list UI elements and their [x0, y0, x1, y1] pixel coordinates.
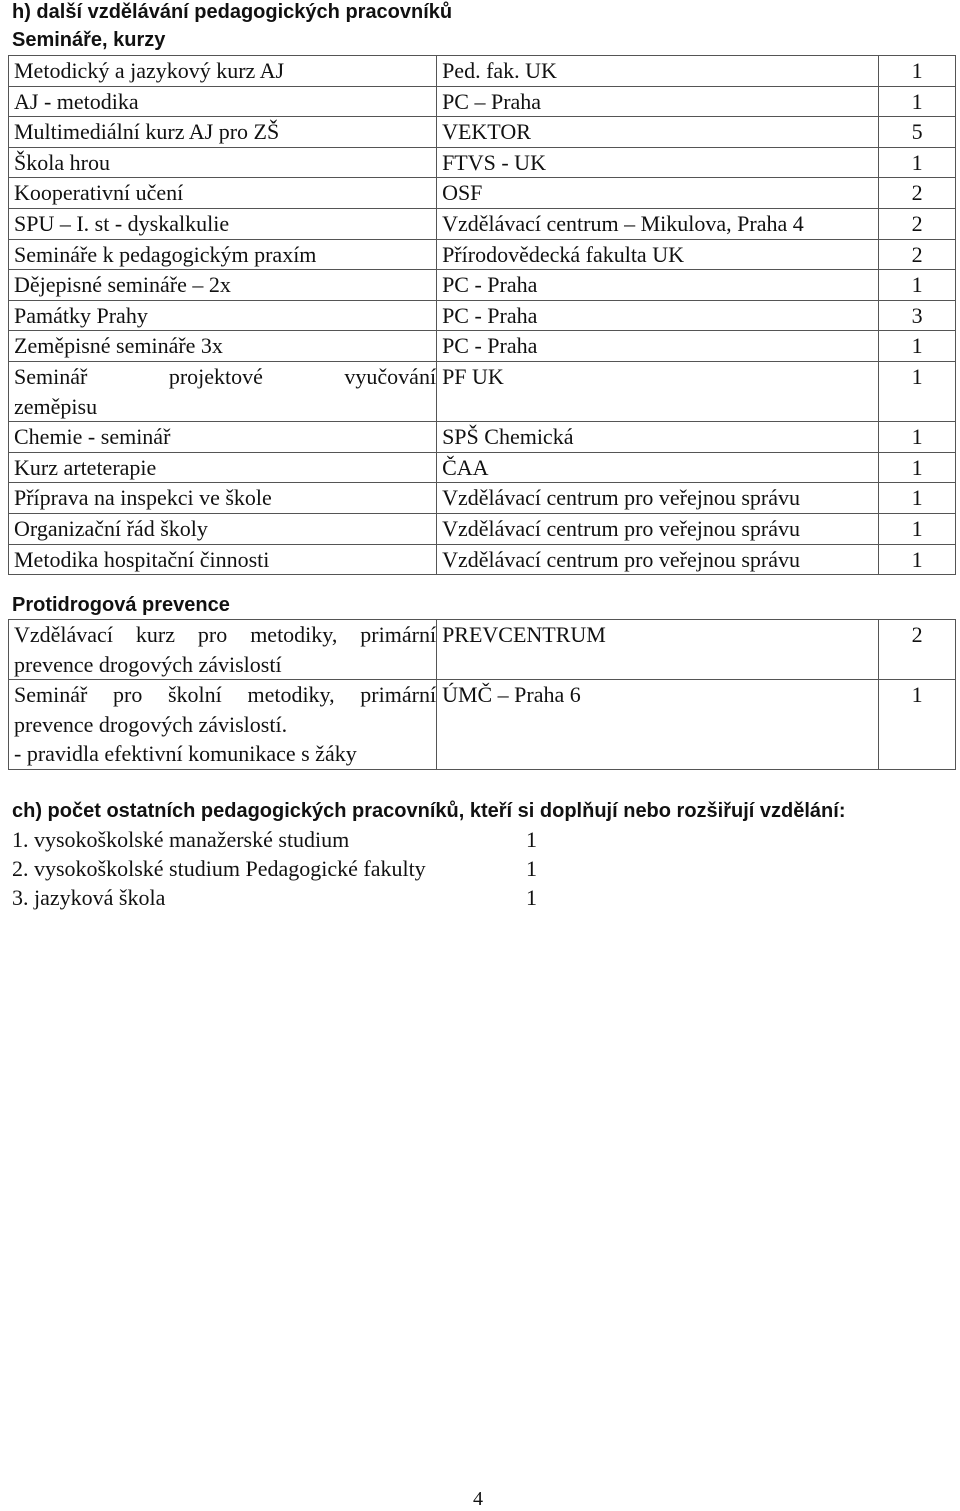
- seminar-name-line2: zeměpisu: [14, 393, 98, 419]
- table-row: [9, 331, 956, 362]
- seminar-provider: ČAA: [437, 452, 879, 483]
- table-row: [9, 620, 956, 680]
- study-count: 1: [526, 885, 537, 910]
- subheading-seminars: Semináře, kurzy: [12, 29, 166, 51]
- table-row: [9, 422, 956, 453]
- seminar-name: Dějepisné semináře – 2x: [9, 270, 437, 301]
- seminar-count: 1: [879, 544, 956, 575]
- study-count: 1: [526, 856, 537, 881]
- prevention-name-line2: - pravidla efektivní komunikace s žáky: [14, 741, 357, 767]
- seminar-name: Škola hrou: [9, 147, 437, 178]
- table-row: [9, 56, 956, 87]
- prevention-provider: ÚMČ – Praha 6: [437, 680, 879, 770]
- seminar-count: 1: [879, 361, 956, 421]
- seminar-name: Chemie - seminář: [9, 422, 437, 453]
- seminar-count: 1: [879, 270, 956, 301]
- prevention-count: 1: [879, 680, 956, 770]
- seminar-count: 2: [879, 239, 956, 270]
- seminar-provider: Vzdělávací centrum pro veřejnou správu: [437, 544, 879, 575]
- seminar-count: 2: [879, 178, 956, 209]
- table-row: [9, 300, 956, 331]
- seminar-count: 1: [879, 147, 956, 178]
- seminar-provider: PC – Praha: [437, 86, 879, 117]
- table-row: [9, 178, 956, 209]
- list-item: [12, 883, 537, 912]
- prevention-name-line1: Seminář pro školní metodiky, primární prevence drogových závislostí.: [14, 682, 437, 737]
- seminar-name: Metodický a jazykový kurz AJ: [9, 56, 437, 87]
- seminar-count: 1: [879, 56, 956, 87]
- prevention-name: [9, 680, 437, 770]
- study-label: 3. jazyková škola: [12, 885, 166, 910]
- seminars-table: [8, 55, 956, 575]
- seminar-name: Zeměpisné semináře 3x: [9, 331, 437, 362]
- table-row: [9, 452, 956, 483]
- table-row: [9, 680, 956, 770]
- seminar-count: 1: [879, 513, 956, 544]
- prevention-name: Vzdělávací kurz pro metodiky, primární prevence drogových závislostí: [9, 620, 437, 680]
- seminar-name: [9, 361, 437, 421]
- seminar-count: 1: [879, 452, 956, 483]
- seminar-count: 1: [879, 422, 956, 453]
- seminar-provider: Ped. fak. UK: [437, 56, 879, 87]
- list-item: [12, 825, 537, 854]
- seminar-provider: PC - Praha: [437, 331, 879, 362]
- seminar-count: 1: [879, 331, 956, 362]
- prevention-count: 2: [879, 620, 956, 680]
- seminar-name: Multimediální kurz AJ pro ZŠ: [9, 117, 437, 148]
- seminar-provider: OSF: [437, 178, 879, 209]
- seminar-provider: PF UK: [437, 361, 879, 421]
- seminar-name: Kurz arteterapie: [9, 452, 437, 483]
- studies-list: [12, 825, 537, 912]
- table-row: [9, 117, 956, 148]
- seminar-name: Kooperativní učení: [9, 178, 437, 209]
- table-row: [9, 544, 956, 575]
- table-row: [9, 147, 956, 178]
- seminar-provider: Vzdělávací centrum pro veřejnou správu: [437, 513, 879, 544]
- study-label: 1. vysokoškolské manažerské studium: [12, 827, 350, 852]
- seminar-name-line1: Seminář projektové vyučování: [14, 363, 437, 389]
- table-row: [9, 208, 956, 239]
- seminar-count: 2: [879, 208, 956, 239]
- seminar-provider: SPŠ Chemická: [437, 422, 879, 453]
- seminar-provider: Vzdělávací centrum – Mikulova, Praha 4: [437, 208, 879, 239]
- seminar-count: 5: [879, 117, 956, 148]
- prevention-provider: PREVCENTRUM: [437, 620, 879, 680]
- table-row: [9, 513, 956, 544]
- page-number: 4: [473, 1488, 483, 1510]
- seminar-provider: Vzdělávací centrum pro veřejnou správu: [437, 483, 879, 514]
- study-count: 1: [526, 827, 537, 852]
- seminar-provider: Přírodovědecká fakulta UK: [437, 239, 879, 270]
- seminar-name: Semináře k pedagogickým praxím: [9, 239, 437, 270]
- seminar-provider: PC - Praha: [437, 300, 879, 331]
- table-row: [9, 483, 956, 514]
- seminar-name: SPU – I. st - dyskalkulie: [9, 208, 437, 239]
- list-item: [12, 854, 537, 883]
- study-label: 2. vysokoškolské studium Pedagogické fakulty: [12, 856, 426, 881]
- prevention-table: [8, 619, 956, 770]
- section-heading-h: h) další vzdělávání pedagogických pracovníků: [12, 1, 453, 23]
- subheading-prevention: Protidrogová prevence: [12, 594, 230, 616]
- table-row: [9, 239, 956, 270]
- seminar-provider: VEKTOR: [437, 117, 879, 148]
- seminar-name: Metodika hospitační činnosti: [9, 544, 437, 575]
- seminar-name: AJ - metodika: [9, 86, 437, 117]
- seminar-provider: FTVS - UK: [437, 147, 879, 178]
- seminar-name: Památky Prahy: [9, 300, 437, 331]
- table-row: [9, 270, 956, 301]
- seminar-name: Příprava na inspekci ve škole: [9, 483, 437, 514]
- seminar-provider: PC - Praha: [437, 270, 879, 301]
- table-row: [9, 361, 956, 421]
- seminar-count: 3: [879, 300, 956, 331]
- seminar-count: 1: [879, 86, 956, 117]
- seminar-count: 1: [879, 483, 956, 514]
- section-heading-ch: ch) počet ostatních pedagogických pracovníků, kteří si doplňují nebo rozšiřují vzdělání:: [12, 800, 846, 822]
- table-row: [9, 86, 956, 117]
- seminar-name: Organizační řád školy: [9, 513, 437, 544]
